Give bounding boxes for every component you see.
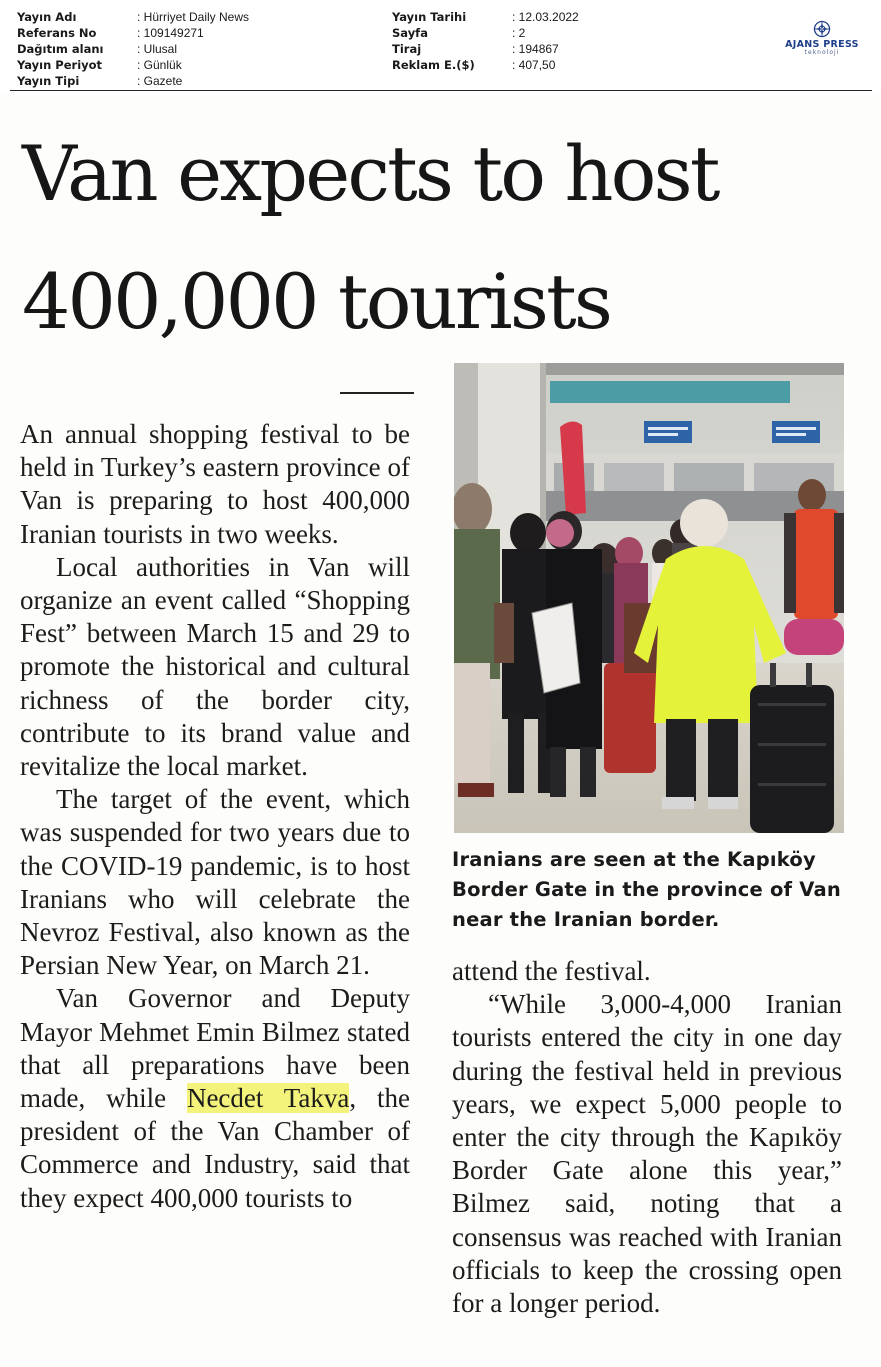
article-column-right	[452, 955, 842, 1320]
meta-value: : 2	[512, 26, 526, 40]
paragraph: The target of the event, which was suspended for two years due to the COVID-19 pandemic, is to host Iranians who will celebrate the Nevroz Festival, also known as the Persian New Year, on March 21.	[20, 784, 410, 981]
text-run: Van Governor and Deputy Mayor Mehmet Emin Bilmez stated that all preparations have been made, while	[20, 983, 410, 1114]
logo-brand: AJANS PRESS	[785, 39, 859, 50]
meta-value: : Hürriyet Daily News	[137, 10, 250, 24]
meta-value: : Ulusal	[137, 42, 178, 56]
meta-label: Yayın Tipi	[17, 74, 80, 88]
meta-left	[17, 9, 249, 89]
headline-line-1: Van expects to host	[22, 129, 718, 218]
meta-value: : 109149271	[137, 26, 204, 40]
meta-value: : 12.03.2022	[512, 10, 579, 24]
ajans-press-logo	[775, 20, 869, 56]
paragraph: “While 3,000-4,000 Iranian tourists entered the city in one day during the festival held in previous years, we expect 5,000 people to enter the city through the Kapıköy Border Gate alone this year,” Bilmez said, noting that a consensus was reached with Iranian officials to keep the crossing open for a longer period.	[452, 989, 842, 1319]
meta-label: Yayın Adı	[17, 10, 77, 24]
meta-value: : Gazete	[137, 74, 183, 88]
headline	[22, 110, 842, 366]
highlighted-name: Necdet Takva	[186, 1083, 350, 1114]
meta-label: Yayın Periyot	[17, 58, 103, 72]
meta-right	[392, 9, 579, 73]
meta-label: Reklam E.($)	[392, 58, 475, 72]
meta-value: : 194867	[512, 42, 559, 56]
meta-row	[392, 41, 579, 57]
compass-icon	[813, 20, 831, 38]
header-divider	[10, 90, 872, 91]
meta-label: Tiraj	[392, 42, 422, 56]
meta-row	[392, 57, 579, 73]
meta-label: Dağıtım alanı	[17, 42, 104, 56]
logo-subtitle: teknoloji	[804, 49, 840, 56]
meta-label: Sayfa	[392, 26, 428, 40]
meta-label: Referans No	[17, 26, 97, 40]
meta-value: : Günlük	[137, 58, 182, 72]
meta-row	[17, 25, 249, 41]
meta-row	[392, 9, 579, 25]
article-photo	[454, 363, 844, 833]
paragraph: Local authorities in Van will organize an event called “Shopping Fest” between March 15 and 29 to promote the historical and cultural richness of the border city, contribute to its brand value and revitalize the local market.	[20, 551, 410, 782]
meta-row	[17, 73, 249, 89]
paragraph	[20, 982, 410, 1214]
photo-caption: Iranians are seen at the Kapıköy Border Gate in the province of Van near the Iranian border.	[452, 848, 841, 931]
column-divider	[340, 392, 414, 394]
border-gate-scene	[454, 363, 844, 833]
paragraph: attend the festival.	[452, 956, 651, 986]
paragraph: An annual shopping festival to be held in Turkey’s eastern province of Van is preparing to host 400,000 Iranian tourists in two weeks.	[20, 419, 410, 549]
meta-row	[392, 25, 579, 41]
meta-row	[17, 9, 249, 25]
meta-row	[17, 57, 249, 73]
meta-value: : 407,50	[512, 58, 556, 72]
text-run: , the president of the Van Chamber of Commerce and Industry, said that they expect 400,000 tourists to	[20, 1083, 410, 1213]
article-column-left	[20, 418, 410, 1215]
headline-line-2: 400,000 tourists	[22, 257, 611, 346]
meta-label: Yayın Tarihi	[392, 10, 467, 24]
meta-row	[17, 41, 249, 57]
